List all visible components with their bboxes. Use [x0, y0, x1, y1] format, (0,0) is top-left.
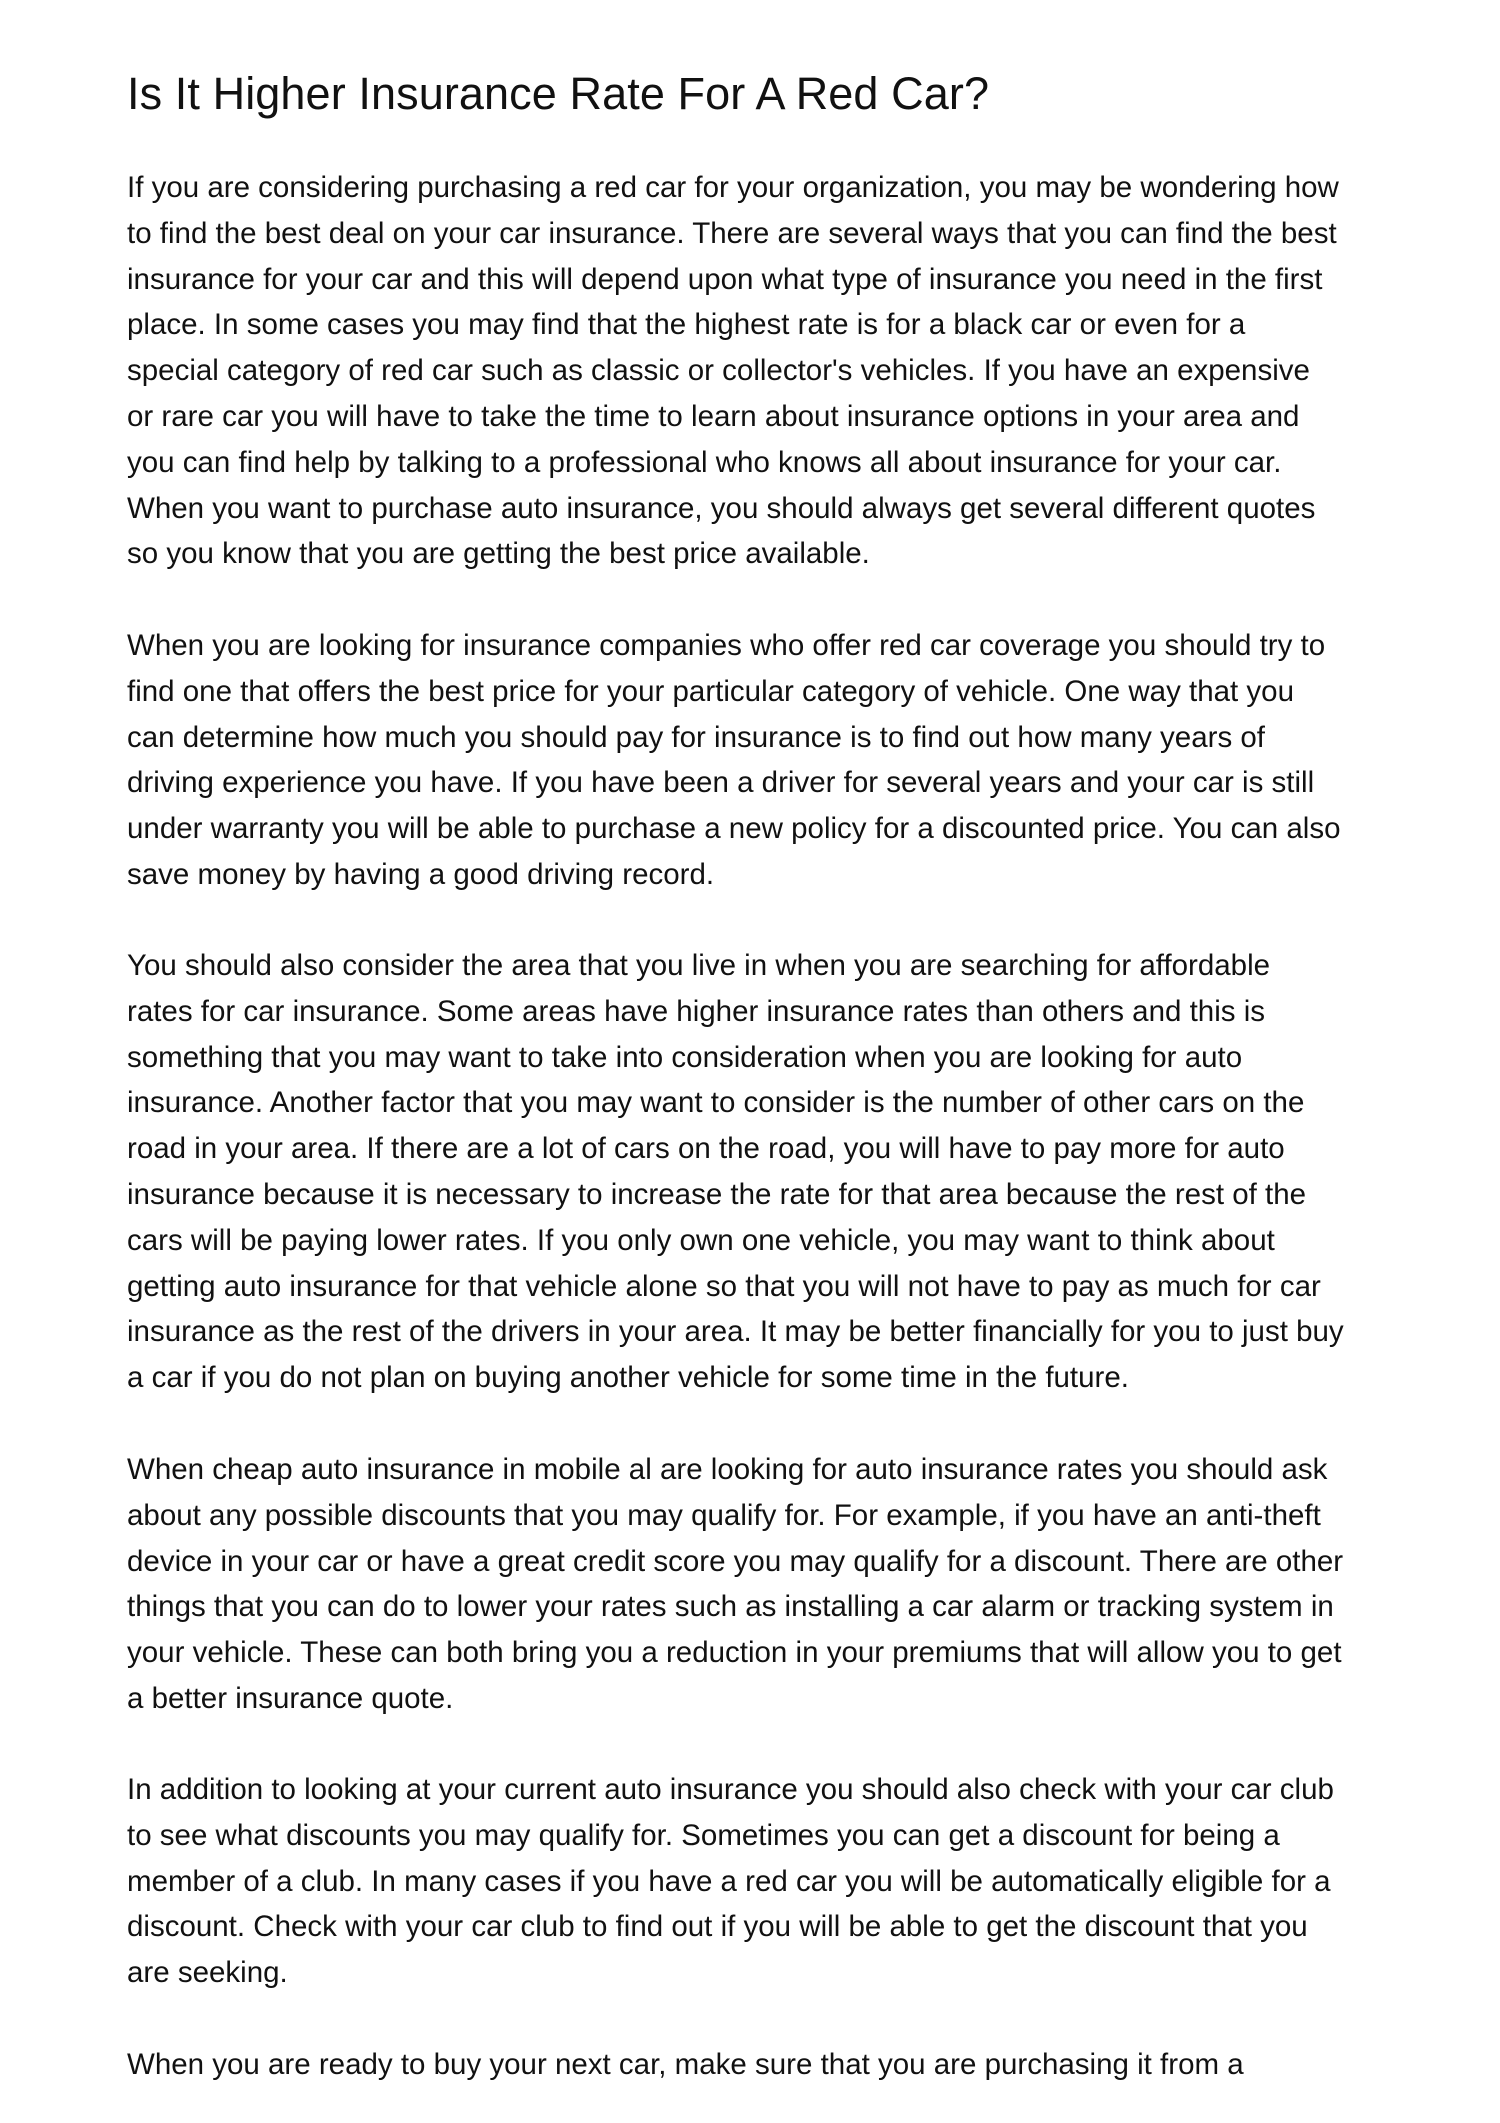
- paragraph-line: You should also consider the area that you live in when you are searching for affordable: [127, 949, 1271, 982]
- paragraph-line: your vehicle. These can both bring you a reduction in your premiums that will allow you to get: [127, 1636, 1342, 1670]
- paragraph-line: cars will be paying lower rates. If you only own one vehicle, you may want to think about: [127, 1223, 1275, 1257]
- paragraph-line: In addition to looking at your current auto insurance you should also check with your car club: [127, 1773, 1334, 1806]
- paragraph-line: find one that offers the best price for your particular category of vehicle. One way that you: [127, 674, 1294, 708]
- paragraph-line: road in your area. If there are a lot of cars on the road, you will have to pay more for auto: [127, 1132, 1285, 1166]
- paragraph-line: insurance as the rest of the drivers in your area. It may be better financially for you to just buy: [127, 1315, 1344, 1349]
- paragraph-line: insurance for your car and this will depend upon what type of insurance you need in the first: [127, 262, 1323, 296]
- paragraph-line: are seeking.: [127, 1956, 288, 1990]
- document-page: [127, 58, 1397, 2081]
- paragraph-5: [127, 1767, 1334, 1996]
- paragraph-line: so you know that you are getting the best price available.: [127, 537, 870, 571]
- document-title: Is It Higher Insurance Rate For A Red Car?: [127, 68, 990, 119]
- paragraph-line: discount. Check with your car club to find out if you will be able to get the discount that you: [127, 1910, 1308, 1944]
- paragraph-line: you can find help by talking to a professional who knows all about insurance for your car.: [127, 445, 1282, 479]
- paragraph-line: something that you may want to take into consideration when you are looking for auto: [127, 1040, 1243, 1074]
- paragraph-line: driving experience you have. If you have been a driver for several years and your car is still: [127, 766, 1315, 800]
- paragraph-line: place. In some cases you may find that the highest rate is for a black car or even for a: [127, 308, 1246, 342]
- paragraph-line: rates for car insurance. Some areas have higher insurance rates than others and this is: [127, 994, 1265, 1028]
- paragraph-line: special category of red car such as classic or collector's vehicles. If you have an expensive: [127, 354, 1310, 388]
- paragraph-line: to see what discounts you may qualify for. Sometimes you can get a discount for being a: [127, 1818, 1280, 1852]
- paragraph-line: a better insurance quote.: [127, 1681, 454, 1715]
- paragraph-line: about any possible discounts that you may qualify for. For example, if you have an anti-theft: [127, 1498, 1321, 1532]
- paragraph-1: [127, 165, 1339, 577]
- paragraph-line: insurance because it is necessary to increase the rate for that area because the rest of the: [127, 1177, 1307, 1211]
- paragraph-line: insurance. Another factor that you may want to consider is the number of other cars on the: [127, 1086, 1305, 1120]
- paragraph-line: When cheap auto insurance in mobile al are looking for auto insurance rates you should ask: [127, 1453, 1328, 1486]
- paragraph-line: can determine how much you should pay for insurance is to find out how many years of: [127, 720, 1265, 754]
- paragraph-6: [127, 2042, 1244, 2088]
- paragraph-line: When you are looking for insurance companies who offer red car coverage you should try to: [127, 629, 1326, 662]
- paragraph-line: or rare car you will have to take the time to learn about insurance options in your area and: [127, 399, 1300, 433]
- paragraph-3: [127, 943, 1344, 1401]
- paragraph-line: When you want to purchase auto insurance, you should always get several different quotes: [127, 491, 1316, 525]
- paragraph-line: If you are considering purchasing a red car for your organization, you may be wondering how: [127, 171, 1339, 204]
- paragraph-line: a car if you do not plan on buying another vehicle for some time in the future.: [127, 1361, 1129, 1395]
- paragraph-line: things that you can do to lower your rates such as installing a car alarm or tracking system in: [127, 1590, 1334, 1624]
- paragraph-2: [127, 623, 1341, 898]
- paragraph-line: save money by having a good driving record.: [127, 857, 715, 891]
- paragraph-4: [127, 1447, 1343, 1722]
- paragraph-line: under warranty you will be able to purchase a new policy for a discounted price. You can also: [127, 812, 1341, 846]
- paragraph-line: When you are ready to buy your next car, make sure that you are purchasing it from a: [127, 2048, 1244, 2081]
- paragraph-line: device in your car or have a great credit score you may qualify for a discount. There are other: [127, 1544, 1344, 1578]
- paragraph-line: member of a club. In many cases if you have a red car you will be automatically eligible for a: [127, 1864, 1331, 1898]
- paragraph-line: to find the best deal on your car insurance. There are several ways that you can find the best: [127, 216, 1337, 250]
- paragraph-line: getting auto insurance for that vehicle alone so that you will not have to pay as much for car: [127, 1269, 1321, 1303]
